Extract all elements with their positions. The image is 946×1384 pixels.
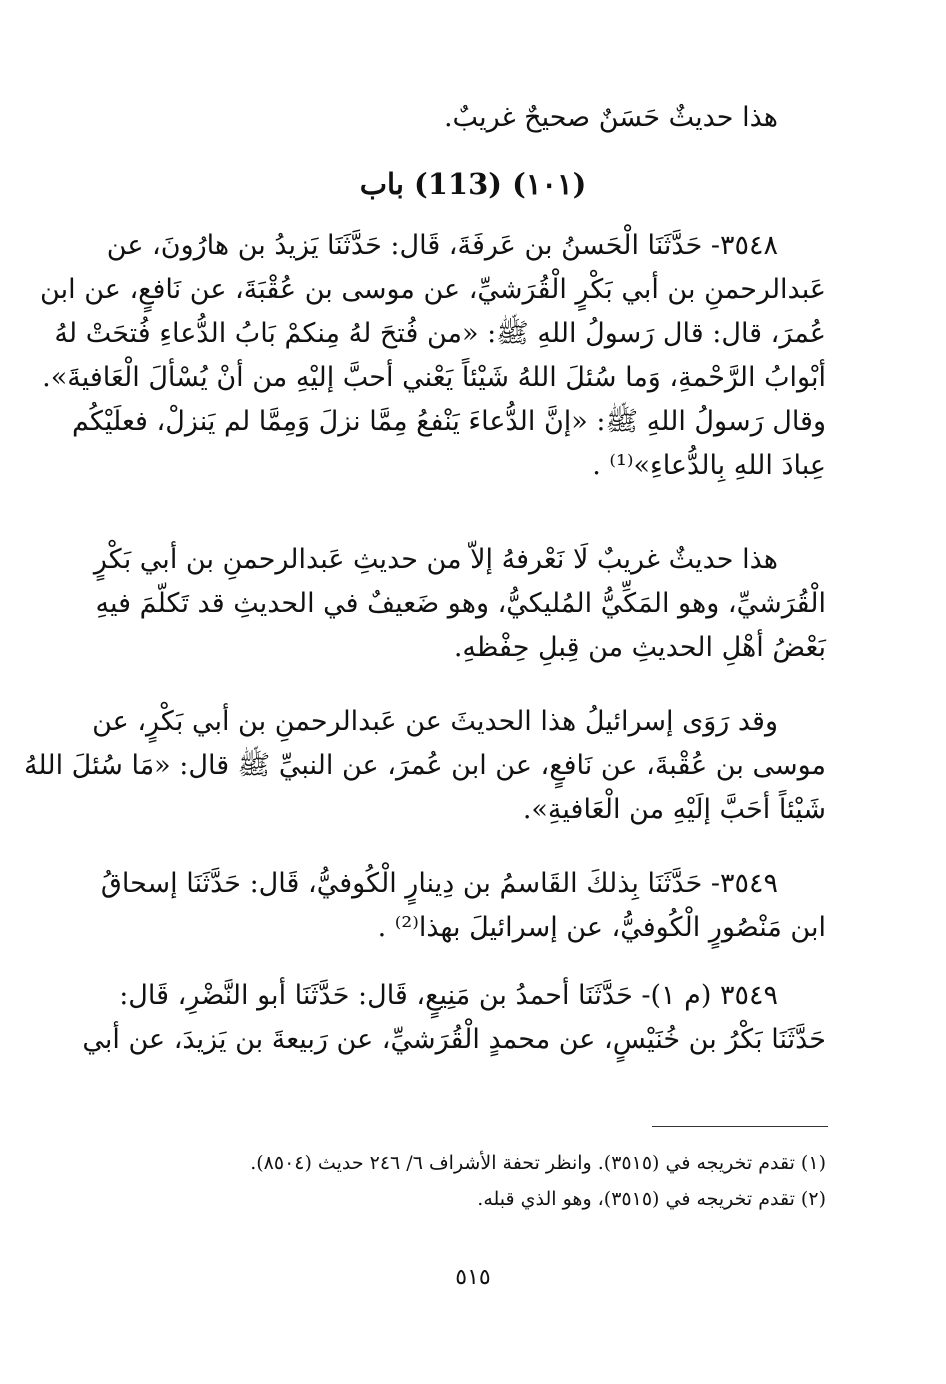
text-line: أبْوابُ الرَّحْمةِ، وَما سُئلَ اللهُ شَيْئاً يَعْني أحبَّ إليْهِ من أنْ يُسْألَ الْعَافيةَ».: [42, 362, 826, 393]
footnote: (٢) تقدم تخريجه في (٣٥١٥)، وهو الذي قبله.: [477, 1188, 826, 1210]
chapter-heading: (١٠١) (113) باب: [359, 167, 587, 201]
text-line: الْقُرَشيِّ، وهو المَكِّيُّ المُليكيُّ، وهو ضَعيفٌ في الحديثِ قد تَكلّمَ فيهِ: [95, 588, 826, 619]
text-line: شَيْئاً أحَبَّ إلَيْهِ من الْعَافيةِ».: [522, 794, 826, 825]
text-line: ٣٥٤٨- حَدَّثَنَا الْحَسنُ بن عَرفَةَ، قَال: حَدَّثَنَا يَزيدُ بن هارُونَ، عن: [106, 230, 778, 261]
text-line: ابن مَنْصُورٍ الْكُوفيُّ، عن إسرائيلَ بهذا⁽²⁾ .: [377, 912, 826, 943]
text-line: ٣٥٤٩ (م ١)- حَدَّثَنَا أحمدُ بن مَنِيعٍ، قَال: حَدَّثَنَا أبو النَّضْرِ، قَال:: [119, 980, 778, 1011]
text-line: بَعْضُ أهْلِ الحديثِ من قِبلِ حِفْظهِ.: [453, 632, 826, 663]
footnote-separator: [652, 1126, 828, 1127]
text-line: حَدَّثَنَا بَكْرُ بن خُنَيْسٍ، عن محمدٍ الْقُرَشيِّ، عن رَبيعةَ بن يَزيدَ، عن أبي: [82, 1024, 826, 1055]
text-line: ٣٥٤٩- حَدَّثَنَا بِذلكَ القَاسمُ بن دِينارٍ الْكُوفيُّ، قَال: حَدَّثَنَا إسحاقُ: [100, 868, 778, 899]
page-number: ٥١٥: [455, 1265, 491, 1290]
text-line: عِبادَ اللهِ بِالدُّعاءِ»⁽¹⁾ .: [592, 450, 826, 481]
text-line: موسى بن عُقْبةَ، عن نَافعٍ، عن ابن عُمرَ، عن النبيِّ ﷺ قال: «مَا سُئلَ اللهُ: [23, 750, 826, 781]
text-line: وقد رَوَى إسرائيلُ هذا الحديثَ عن عَبدالرحمنِ بن أبي بَكْرٍ، عن: [92, 706, 778, 737]
text-line: هذا حديثٌ غريبٌ لَا نَعْرفهُ إلاّ من حديثِ عَبدالرحمنِ بن أبي بَكْرٍ: [93, 544, 778, 575]
footnote: (١) تقدم تخريجه في (٣٥١٥). وانظر تحفة الأشراف ٦/ ٢٤٦ حديث (٨٥٠٤).: [250, 1152, 826, 1174]
text-line: عُمرَ، قال: قال رَسولُ اللهِ ﷺ: «من فُتحَ لهُ مِنكمْ بَابُ الدُّعاءِ فُتحَتْ لهُ: [54, 318, 826, 349]
text-line: وقال رَسولُ اللهِ ﷺ: «إنَّ الدُّعاءَ يَنْفعُ مِمَّا نزلَ وَمِمَّا لم يَنزلْ، فعلَيْكُم: [72, 406, 826, 437]
text-line: عَبدالرحمنِ بن أبي بَكْرٍ الْقُرَشيِّ، عن موسى بن عُقْبَةَ، عن نَافعٍ، عن ابن: [40, 274, 826, 305]
text-line: هذا حديثٌ حَسَنٌ صحيحٌ غريبٌ.: [443, 102, 778, 133]
